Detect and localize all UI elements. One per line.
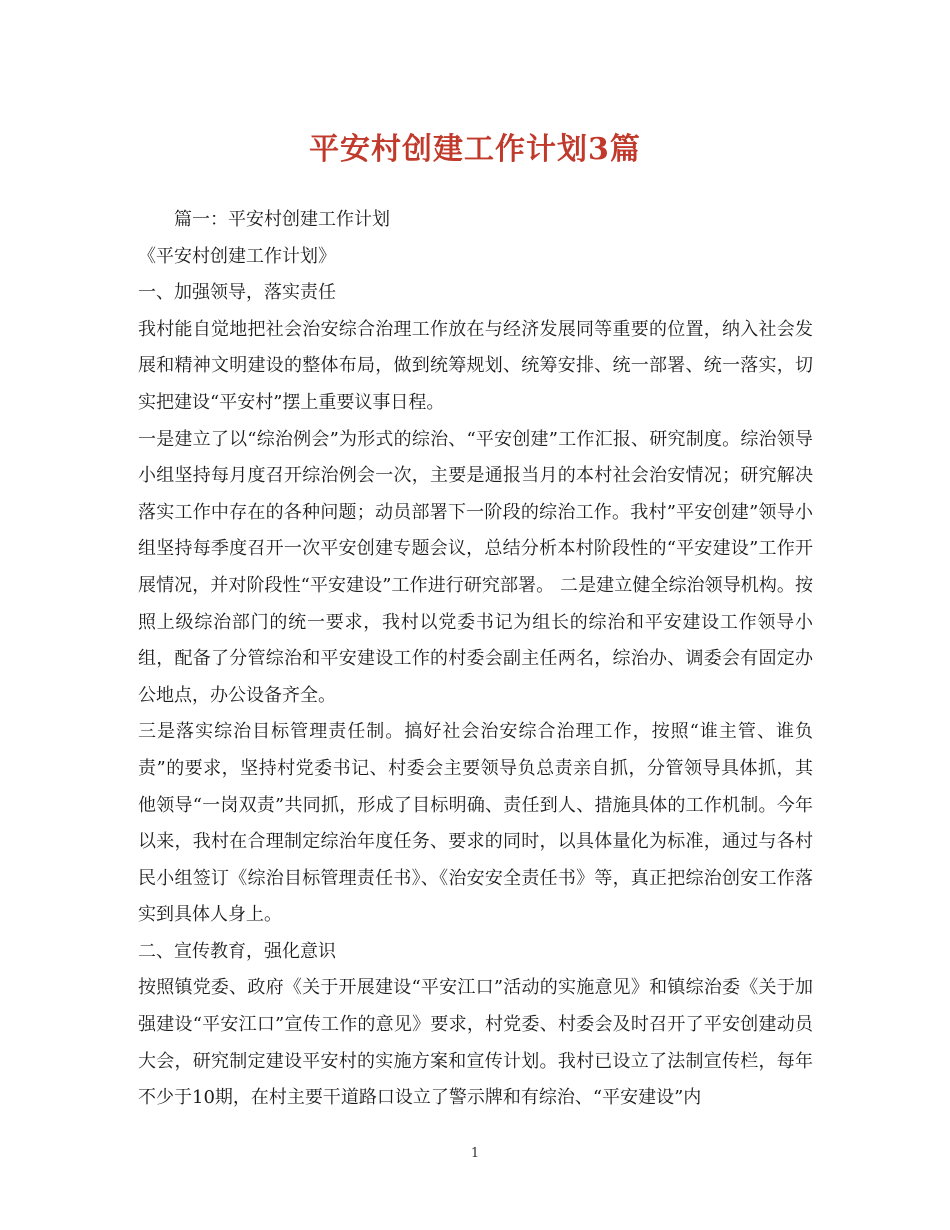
paragraph-meeting-system: 一是建立了以“综治例会”为形式的综治、“平安创建”工作汇报、研究制度。综治领导小组坚持每月度召开综治例会一次，主要是通报当月的本村社会治安情况；研究解决落实工作中存在的各种问题；动员部署下一阶段的综治工作。我村”平安创建”领导小组坚持每季度召开一次平安创建专题会议，总结分析本村阶段性的“平安建设”工作开展情况，并对阶段性“平安建设”工作进行研究部署。 二是建立健全综治领导机构。按照上级综治部门的统一要求，我村以党委书记为组长的综治和平安建设工作领导小组，配备了分管综治和平安建设工作的村委会副主任两名，综治办、调委会有固定办公地点，办公设备齐全。 (138, 428, 813, 706)
document-body (138, 202, 813, 1117)
section-heading: 篇一：平安村创建工作计划 (174, 209, 390, 230)
paragraph-publicity: 按照镇党委、政府《关于开展建设“平安江口”活动的实施意见》和镇综治委《关于加强建设“平安江口”宣传工作的意见》要求，村党委、村委会及时召开了平安创建动员大会，研究制定建设平安村的实施方案和宣传计划。我村已设立了法制宣传栏，每年不少于10期，在村主要干道路口设立了警示牌和有综治、“平安建设”内 (138, 977, 813, 1109)
book-title: 《平安村创建工作计划》 (138, 245, 336, 267)
paragraph-overview: 我村能自觉地把社会治安综合治理工作放在与经济发展同等重要的位置，纳入社会发展和精神文明建设的整体布局，做到统筹规划、统筹安排、统一部署、统一落实，切实把建设“平安村”摆上重要议事日程。 (138, 318, 813, 413)
paragraph-responsibility: 三是落实综治目标管理责任制。搞好社会治安综合治理工作，按照“谁主管、谁负责”的要求，坚持村党委书记、村委会主要领导负总责亲自抓，分管领导具体抓，其他领导“一岗双责”共同抓，形成了目标明确、责任到人、措施具体的工作机制。今年以来，我村在合理制定综治年度任务、要求的同时，以具体量化为标准，通过与各村民小组签订《综治目标管理责任书》、《治安安全责任书》等，真正把综治创安工作落实到具体人身上。 (138, 721, 813, 926)
page-number: 1 (470, 1146, 480, 1161)
subheading-publicity: 二、宣传教育，强化意识 (138, 940, 336, 962)
subheading-leadership: 一、加强领导，落实责任 (138, 282, 336, 304)
document-title: 平安村创建工作计划3篇 (309, 132, 641, 167)
